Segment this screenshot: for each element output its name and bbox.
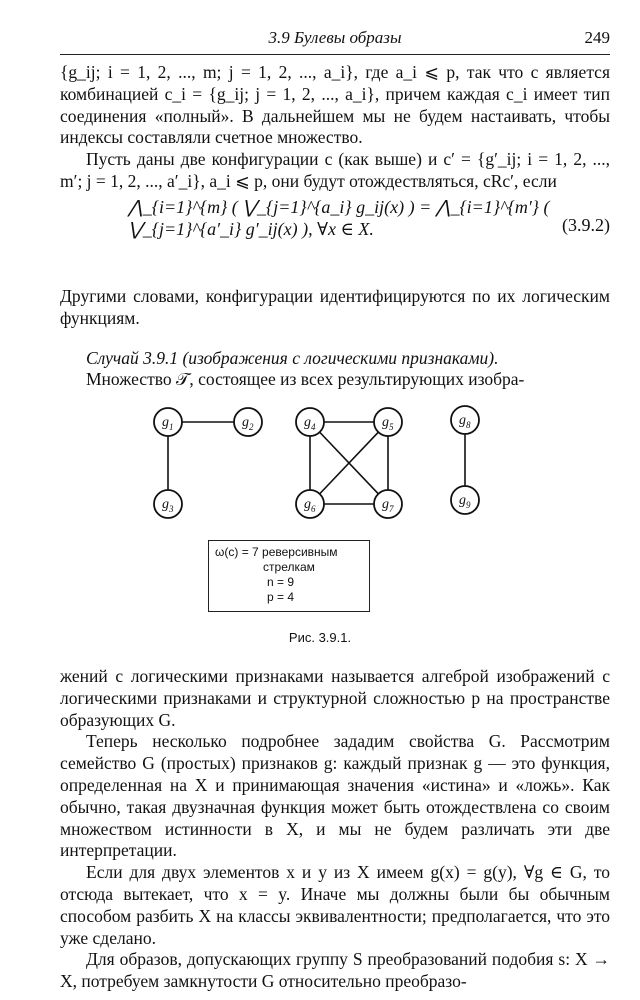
node-g3 xyxy=(154,490,182,518)
node-g4 xyxy=(296,408,324,436)
running-title: 3.9 Булевы образы xyxy=(268,28,402,47)
formula-body: ⋀_{i=1}^{m} ( ⋁_{j=1}^{a_i} g_ij(x) ) = ⋀_{i=1}^{m′} ( ⋁_{j=1}^{a′_i} g′_ij(x) ), ∀x ∈ X. xyxy=(128,196,550,239)
node-label-g2: $g_2$ xyxy=(242,415,254,432)
paragraph-config-definition: {g_ij; i = 1, 2, ..., m; j = 1, 2, ..., a_i}, где a_i ⩽ p, так что c является комбинацией c_i = {g_ij; j = 1, 2, ..., a_i}, причем каждая c_i имеет тип соединения «полный». В дальнейшем мы не будем настаивать, чтобы индексы составляли счетное множество. xyxy=(60,62,610,148)
formula-3-9-2 xyxy=(60,193,610,261)
node-label-g7: $g_7$ xyxy=(382,497,394,514)
figure-3-9-1 xyxy=(0,392,640,652)
running-header xyxy=(60,20,610,55)
paragraph-similarity: Для образов, допускающих группу S преобразований подобия s: X → X, потребуем замкнутости G относительно преобразо- xyxy=(60,949,610,992)
figure-legend-box xyxy=(208,540,370,612)
case-title: Случай 3.9.1 (изображения с логическими признаками). xyxy=(86,347,499,368)
node-label-g5: $g_5$ xyxy=(382,415,394,432)
legend-line-n: n = 9 xyxy=(267,575,295,589)
formula-number: (3.9.2) xyxy=(562,214,610,235)
node-label-g8: $g_8$ xyxy=(459,413,471,430)
node-label-g6: $g_6$ xyxy=(304,497,316,514)
legend-line-arrows: стрелкам xyxy=(263,560,315,574)
node-g5 xyxy=(374,408,402,436)
legend-line-omega: ω(c) = 7 реверсивным xyxy=(215,545,338,559)
page-number: 249 xyxy=(584,28,610,47)
node-g9 xyxy=(451,486,479,514)
node-g6 xyxy=(296,490,324,518)
node-g1 xyxy=(154,408,182,436)
node-g8 xyxy=(451,406,479,434)
paragraph-features: Теперь несколько подробнее зададим свойства G. Рассмотрим семейство G (простых) признаков g: каждый признак g — это функция, определенная на X и принимающая значения «истина» и «ложь». Как обычно, такая двузначная функция может быть отождествлена со своим множеством истинности в X, и мы не будем различать эти две интерпретации. xyxy=(60,731,610,861)
node-label-g1: $g_1$ xyxy=(162,415,174,432)
legend-line-p: p = 4 xyxy=(267,590,295,604)
paragraph-logical-functions: Другими словами, конфигурации идентифицируются по их логическим функциям. xyxy=(60,286,610,328)
paragraph-algebra-definition: жений с логическими признаками называется алгеброй изображений с логическими признаками и структурной сложностью p на пространстве образующих G. xyxy=(60,666,610,730)
node-g7 xyxy=(374,490,402,518)
paragraph-set-start: Множество 𝒯, состоящее из всех результирующих изобра- xyxy=(86,369,525,390)
figure-caption: Рис. 3.9.1. xyxy=(288,630,352,645)
node-label-g3: $g_3$ xyxy=(162,497,174,514)
text-block-bottom xyxy=(60,666,610,993)
paragraph-identification: Пусть даны две конфигурации c (как выше) и c′ = {g′_ij; i = 1, 2, ..., m′; j = 1, 2, ..., a′_i}, a_i ⩽ p, они будут отождествляться, cRc′, если xyxy=(60,149,610,191)
node-g2 xyxy=(234,408,262,436)
graph-diagram xyxy=(0,392,640,552)
text-block-middle xyxy=(60,286,610,391)
paragraph-equivalence: Если для двух элементов x и y из X имеем g(x) = g(y), ∀g ∈ G, то отсюда вытекает, что x = y. Иначе мы должны были бы обычным способом разбить X на классы эквивалентности; предполагается, что это уже сделано. xyxy=(60,862,610,948)
text-block-top xyxy=(60,62,610,261)
node-label-g9: $g_9$ xyxy=(459,493,471,510)
node-label-g4: $g_4$ xyxy=(304,415,316,432)
